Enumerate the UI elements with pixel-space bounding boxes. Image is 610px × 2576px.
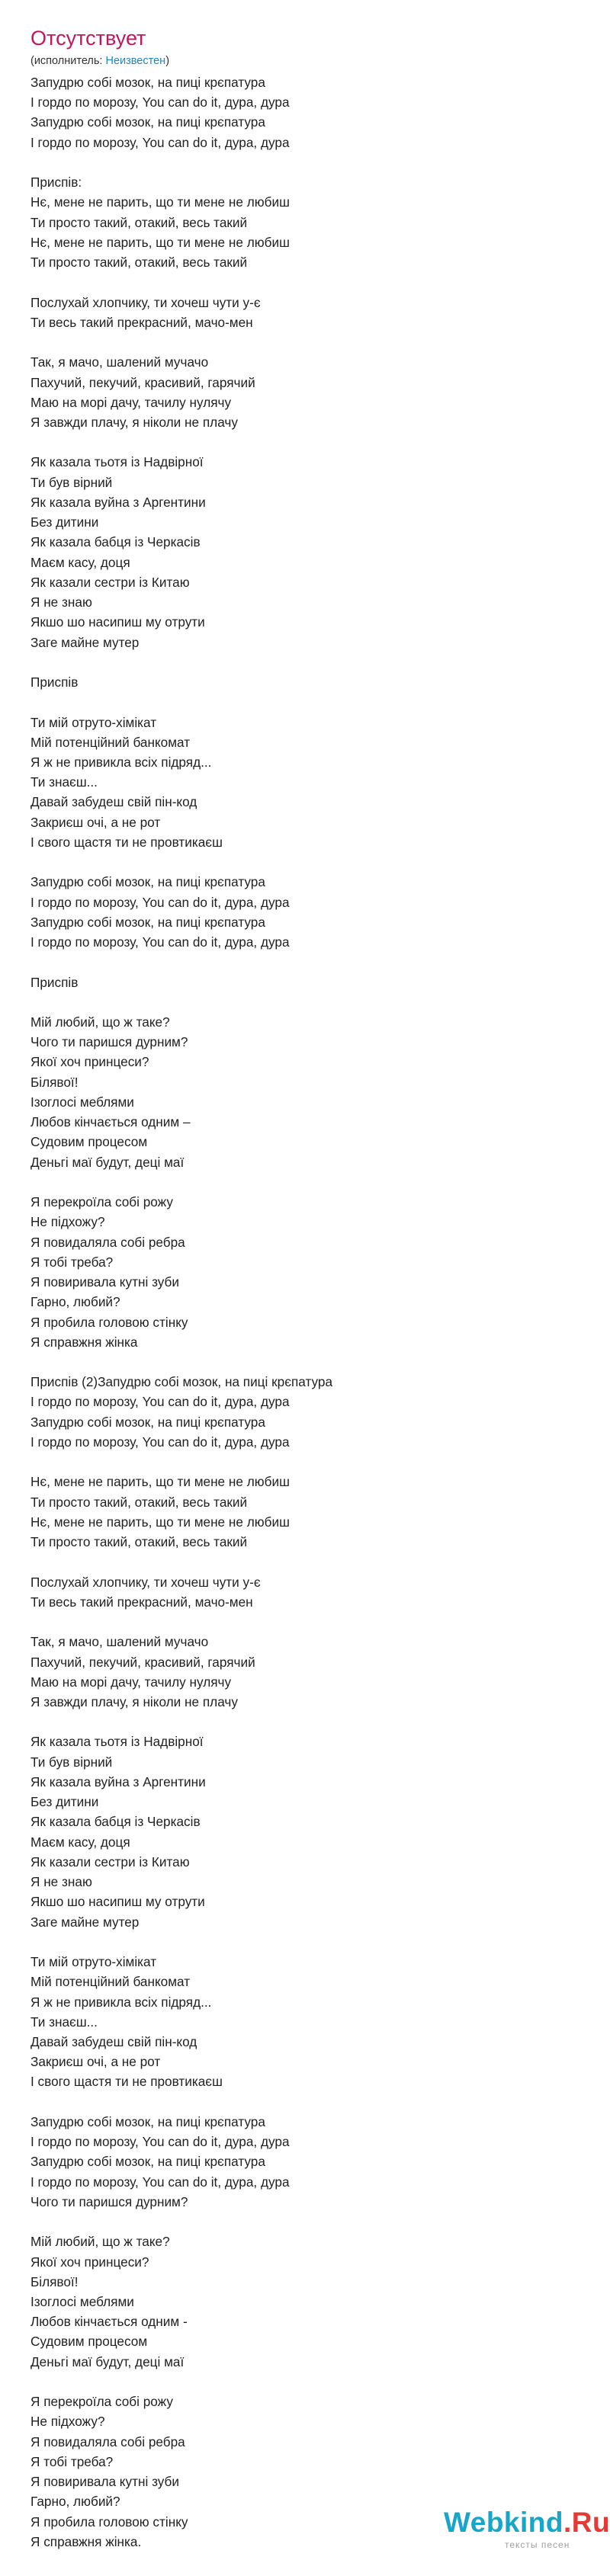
lyric-line: І гордо по морозу, You can do it, дура, дура [30, 894, 290, 910]
lyric-line: Я ж не привикла всіх підряд... [30, 1994, 212, 2010]
stanza-break [30, 1932, 580, 1952]
stanza-break [30, 1612, 580, 1632]
stanza-break [30, 432, 580, 452]
lyric-line: І гордо по морозу, You can do it, дура, дура [30, 1434, 290, 1450]
lyric-line: Чого ти паришся дурним? [30, 2193, 188, 2209]
lyric-line: Я перекроїла собі рожу [30, 2394, 173, 2410]
song-title: Отсутствует [30, 27, 146, 50]
lyric-line: Пахучий, пекучий, красивий, гарячий [30, 374, 255, 390]
stanza-break [30, 692, 580, 712]
lyric-line: Приспів (2)Запудрю собі мозок, на пиці крєпатура [30, 1374, 333, 1390]
lyric-line: Ти просто такий, отакий, весь такий [30, 255, 248, 271]
lyric-line: Як казала вуйна з Аргентини [30, 494, 206, 510]
lyric-line: Маєм касу, доця [30, 1834, 130, 1850]
lyric-line: Я тобі треба? [30, 2453, 114, 2469]
lyric-line: Приспів [30, 974, 79, 990]
lyric-line: Я перекроїла собі рожу [30, 1194, 173, 1210]
stanza-break [30, 1552, 580, 1572]
lyric-line: Деньгі маї будут, деці маї [30, 1154, 185, 1170]
stanza-break [30, 952, 580, 972]
performer-link[interactable]: Неизвестен [105, 55, 166, 67]
lyric-line: Мій любий, що ж таке? [30, 1014, 170, 1030]
lyric-line: Ти весь такий прекрасний, мачо-мен [30, 1594, 253, 1610]
lyric-line: Як казала бабця із Черкасів [30, 534, 201, 550]
stanza-break [30, 2092, 580, 2112]
lyric-line: Гарно, любий? [30, 1294, 120, 1310]
lyric-line: Судовим процесом [30, 2334, 148, 2350]
lyric-line: Пахучий, пекучий, красивий, гарячий [30, 1654, 255, 1670]
lyric-line: Закриєш очі, а не рот [30, 2054, 161, 2070]
lyric-line: Я справжня жінка. [30, 2533, 142, 2549]
lyric-line: Судовим процесом [30, 1134, 148, 1150]
lyric-line: Як казала тьотя із Надвірної [30, 454, 204, 470]
lyric-line: Ти мій отруто-хімікат [30, 1954, 157, 1970]
lyric-line: Ти мій отруто-хімікат [30, 714, 157, 730]
lyric-line: Запудрю собі мозок, на пиці крєпатура [30, 2113, 265, 2129]
stanza-break [30, 2212, 580, 2232]
lyric-line: Я завжди плачу, я ніколи не плачу [30, 414, 238, 430]
lyric-line: Як казала бабця із Черкасів [30, 1814, 201, 1830]
performer-line [30, 53, 169, 69]
lyric-line: Запудрю собі мозок, на пиці крєпатура [30, 75, 265, 90]
lyric-line: Заге майне мутер [30, 634, 140, 650]
stanza-break [30, 1452, 580, 1472]
lyric-line: Давай забудеш свій пін-код [30, 2033, 197, 2049]
lyric-line: Ти просто такий, отакий, весь такий [30, 1534, 248, 1550]
stanza-break [30, 652, 580, 672]
lyric-line: Мій любий, що ж таке? [30, 2234, 170, 2250]
stanza-break [30, 332, 580, 352]
lyric-line: Запудрю собі мозок, на пиці крєпатура [30, 1414, 265, 1430]
lyric-line: Не підхожу? [30, 2414, 105, 2430]
lyric-line: Закриєш очі, а не рот [30, 814, 161, 830]
lyric-line: Послухай хлопчику, ти хочеш чути у-є [30, 1574, 261, 1590]
stanza-break [30, 272, 580, 292]
performer-prefix: (исполнитель: [30, 55, 106, 67]
lyric-line: Маю на морі дачу, тачилу нулячу [30, 394, 232, 410]
lyric-line: Любов кінчається одним – [30, 1114, 191, 1130]
lyric-line: Нє, мене не парить, що ти мене не любиш [30, 1474, 290, 1490]
lyric-line: Ти знаєш... [30, 774, 98, 790]
lyric-line: І гордо по морозу, You can do it, дура, дура [30, 934, 290, 950]
lyric-line: Білявої! [30, 1074, 79, 1090]
lyric-line: Приспів [30, 674, 79, 690]
lyric-line: Мій потенційний банкомат [30, 1974, 191, 1990]
lyrics-text [30, 72, 580, 2552]
lyric-line: Запудрю собі мозок, на пиці крєпатура [30, 114, 265, 130]
lyric-line: Як казала тьотя із Надвірної [30, 1734, 204, 1750]
lyric-line: І гордо по морозу, You can do it, дура, дура [30, 95, 290, 111]
logo-tagline: тексты песен [505, 2539, 570, 2550]
lyric-line: І гордо по морозу, You can do it, дура, дура [30, 1394, 290, 1410]
lyric-line: Приспів: [30, 175, 82, 191]
lyric-line: Я повиривала кутні зуби [30, 1274, 179, 1290]
lyric-line: Послухай хлопчику, ти хочеш чути у-є [30, 294, 261, 310]
performer-suffix: ) [165, 55, 170, 67]
lyric-line: Я повидаляла собі ребра [30, 1234, 185, 1250]
lyric-line: Гарно, любий? [30, 2494, 120, 2510]
lyric-line: Я повиривала кутні зуби [30, 2474, 179, 2490]
lyric-line: Ти був вірний [30, 1754, 113, 1770]
lyric-line: Чого ти паришся дурним? [30, 1034, 188, 1050]
lyric-line: Так, я мачо, шалений мучачо [30, 1634, 209, 1650]
stanza-break [30, 2372, 580, 2392]
lyric-line: Як казали сестри із Китаю [30, 1854, 190, 1870]
lyric-line: І гордо по морозу, You can do it, дура, дура [30, 2134, 290, 2150]
stanza-break [30, 152, 580, 172]
lyric-line: Нє, мене не парить, що ти мене не любиш [30, 194, 290, 210]
lyric-line: Нє, мене не парить, що ти мене не любиш [30, 1514, 290, 1530]
lyric-line: Ти був вірний [30, 474, 113, 490]
lyric-line: Маєм касу, доця [30, 554, 130, 570]
lyric-line: І гордо по морозу, You can do it, дура, дура [30, 2174, 290, 2190]
lyric-line: Якої хоч принцеси? [30, 1054, 149, 1070]
lyric-line: Запудрю собі мозок, на пиці крєпатура [30, 914, 265, 930]
lyric-line: Без дитини [30, 1794, 99, 1810]
lyric-line: Якшо шо насипиш му отрути [30, 1894, 205, 1910]
lyric-line: Маю на морі дачу, тачилу нулячу [30, 1674, 232, 1690]
lyric-line: Мій потенційний банкомат [30, 734, 191, 750]
lyric-line: І свого щастя ти не провтикаєш [30, 834, 223, 850]
stanza-break [30, 1712, 580, 1732]
lyric-line: І гордо по морозу, You can do it, дура, дура [30, 134, 290, 150]
lyric-line: Ізоглосі меблями [30, 1094, 134, 1110]
lyric-line: Ти просто такий, отакий, весь такий [30, 214, 248, 230]
stanza-break [30, 1352, 580, 1372]
lyric-line: Я пробила головою стінку [30, 2514, 188, 2530]
lyric-line: Без дитини [30, 514, 99, 530]
stanza-break [30, 992, 580, 1012]
lyric-line: Я не знаю [30, 1874, 92, 1890]
lyric-line: Я ж не привикла всіх підряд... [30, 754, 212, 770]
lyric-line: Як казала вуйна з Аргентини [30, 1773, 206, 1789]
lyric-line: Я повидаляла собі ребра [30, 2433, 185, 2449]
lyric-line: Давай забудеш свій пін-код [30, 794, 197, 810]
lyric-line: Білявої! [30, 2273, 79, 2289]
lyric-line: Ти весь такий прекрасний, мачо-мен [30, 314, 253, 330]
lyric-line: Деньгі маї будут, деці маї [30, 2353, 185, 2369]
lyric-line: Я завжди плачу, я ніколи не плачу [30, 1693, 238, 1709]
lyric-line: Нє, мене не парить, що ти мене не любиш [30, 234, 290, 250]
stanza-break [30, 852, 580, 872]
lyric-line: Ти знаєш... [30, 2014, 98, 2030]
site-logo[interactable] [444, 2506, 610, 2561]
lyric-line: Ізоглосі меблями [30, 2294, 134, 2310]
stanza-break [30, 1172, 580, 1192]
lyric-line: Я пробила головою стінку [30, 1314, 188, 1330]
lyric-line: Запудрю собі мозок, на пиці крєпатура [30, 2154, 265, 2170]
lyric-line: Я справжня жінка [30, 1334, 138, 1350]
lyric-line: Якшо шо насипиш му отрути [30, 614, 205, 630]
lyric-line: Заге майне мутер [30, 1914, 140, 1930]
lyric-line: Я тобі треба? [30, 1254, 114, 1270]
lyric-line: Не підхожу? [30, 1214, 105, 1230]
lyric-line: Запудрю собі мозок, на пиці крєпатура [30, 874, 265, 890]
lyric-line: Так, я мачо, шалений мучачо [30, 354, 209, 370]
lyric-line: Я не знаю [30, 594, 92, 610]
lyric-line: Якої хоч принцеси? [30, 2254, 149, 2270]
lyric-line: Любов кінчається одним - [30, 2314, 188, 2330]
logo-word: Webkind [444, 2507, 563, 2538]
logo-domain: .Ru [563, 2507, 610, 2538]
logo-wordmark [444, 2506, 610, 2539]
lyric-line: І свого щастя ти не провтикаєш [30, 2074, 223, 2090]
lyric-line: Ти просто такий, отакий, весь такий [30, 1494, 248, 1510]
lyric-line: Як казали сестри із Китаю [30, 574, 190, 590]
